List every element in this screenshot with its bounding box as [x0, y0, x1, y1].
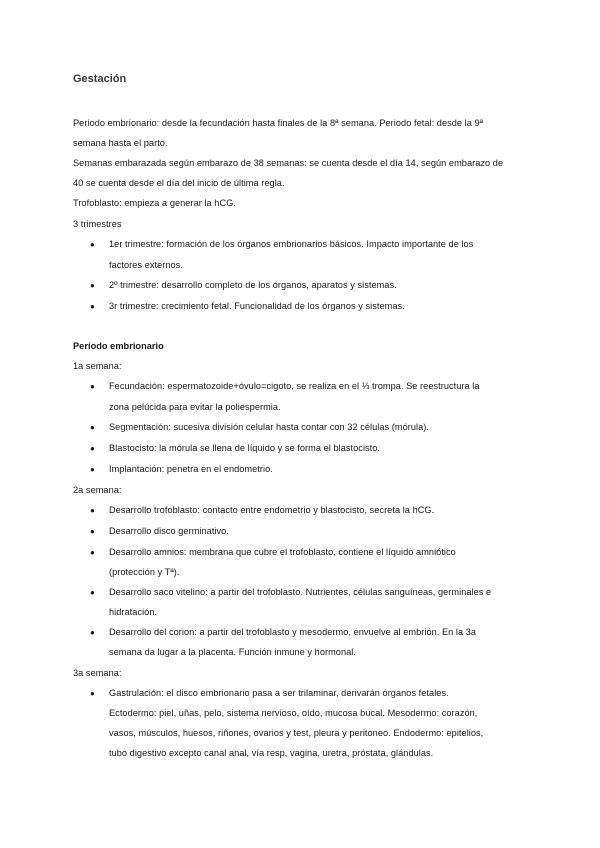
list-item-continuation: vasos, músculos, huesos, riñones, ovarios y test, pleura y peritoneo. Endodermo: epitelios,	[109, 728, 484, 738]
bullet-icon: ●	[90, 444, 95, 453]
paragraph-line: 40 se cuenta desde el día del inicio de última regla.	[73, 178, 285, 188]
list-item: Desarrollo saco vitelino: a partir del trofoblasto. Nutrientes, células sanguíneas, germinales e	[109, 587, 492, 597]
bullet-icon: ●	[90, 465, 95, 474]
subheading-line: 2a semana:	[73, 485, 122, 495]
list-item-continuation: Ectodermo: piel, uñas, pelo, sistema nervioso, oído, mucosa bucal. Mesodermo: corazón,	[109, 708, 478, 718]
list-item: Desarrollo trofoblasto: contacto entre endometrio y blastocisto, secreta la hCG.	[109, 505, 435, 515]
bullet-icon: ●	[90, 423, 95, 432]
paragraph-line: 3 trimestres	[73, 219, 122, 229]
bullet-icon: ●	[90, 506, 95, 515]
paragraph-line: Semanas embarazada según embarazo de 38 semanas: se cuenta desde el día 14, según embarazo de	[73, 158, 504, 168]
paragraph-line: semana hasta el parto.	[73, 138, 168, 148]
list-item: Blastocisto: la mórula se llena de líquido y se forma el blastocisto.	[109, 443, 381, 453]
bullet-icon: ●	[90, 689, 95, 698]
list-item: Desarrollo amnios: membrana que cubre el trofoblasto, contiene el líquido amniótico	[109, 547, 456, 557]
list-item: 2º trimestre: desarrollo completo de los órganos, aparatos y sistemas.	[109, 280, 397, 290]
bullet-icon: ●	[90, 588, 95, 597]
list-item: Desarrollo disco germinativo.	[109, 526, 229, 536]
document-title: Gestación	[73, 73, 127, 85]
bullet-icon: ●	[90, 527, 95, 536]
list-item-continuation: hidratación.	[109, 607, 158, 617]
list-item: 3r trimestre: crecimiento fetal. Funcionalidad de los órganos y sistemas.	[109, 301, 405, 311]
bullet-icon: ●	[90, 628, 95, 637]
bullet-icon: ●	[90, 240, 95, 249]
bullet-icon: ●	[90, 548, 95, 557]
list-item: Desarrollo del corion: a partir del trofoblasto y mesodermo, envuelve al embrión. En la 3a	[109, 627, 477, 637]
bullet-icon: ●	[90, 281, 95, 290]
list-item-continuation: tubo digestivo excepto canal anal, vía resp, vagina, uretra, próstata, glándulas.	[109, 748, 434, 758]
list-item: Gastrulación: el disco embrionario pasa a ser trilaminar, derivarán órganos fetales.	[109, 688, 449, 698]
list-item-continuation: factores externos.	[109, 260, 183, 270]
list-item-continuation: semana da lugar a la placenta. Función inmune y hormonal.	[109, 647, 356, 657]
list-item: 1er trimestre: formación de los órganos embrionarios básicos. Impacto importante de los	[109, 239, 474, 249]
list-item: Fecundación: espermatozoide+óvulo=cigoto, se realiza en el ⅓ trompa. Se reestructura la	[109, 381, 480, 391]
section-heading: Período embrionario	[73, 341, 164, 351]
paragraph-line: Trofoblasto: empieza a generar la hCG.	[73, 198, 236, 208]
paragraph-line: Periodo embrionario: desde la fecundación hasta finales de la 8ª semana. Periodo fetal: desde la 9ª	[73, 118, 484, 128]
subheading-line: 1a semana:	[73, 361, 122, 371]
list-item-continuation: zona pelúcida para evitar la poliespermia.	[109, 402, 281, 412]
bullet-icon: ●	[90, 382, 95, 391]
list-item: Implantación: penetra en el endometrio.	[109, 464, 273, 474]
bullet-icon: ●	[90, 302, 95, 311]
subheading-line: 3a semana:	[73, 668, 122, 678]
list-item: Segmentación: sucesiva división celular hasta contar con 32 células (mórula).	[109, 422, 429, 432]
list-item-continuation: (protección y Tª).	[109, 567, 180, 577]
